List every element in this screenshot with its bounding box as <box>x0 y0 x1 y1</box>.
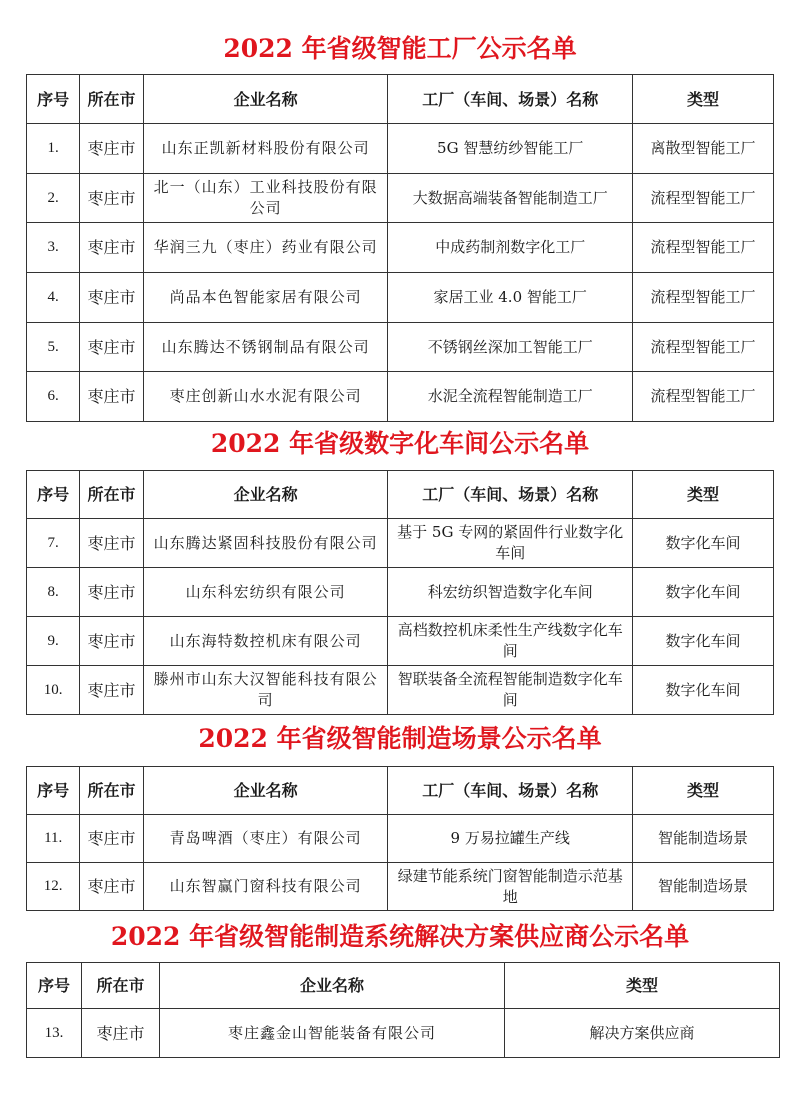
cell-col-city: 枣庄市 <box>80 666 143 715</box>
header-col-city: 所在市 <box>80 471 143 519</box>
cell-col-company: 尚品本色智能家居有限公司 <box>143 273 388 323</box>
cell-col-factory: 绿建节能系统门窗智能制造示范基地 <box>388 863 633 911</box>
cell-col-type: 流程型智能工厂 <box>633 273 774 323</box>
table-solution-supplier <box>26 962 780 1058</box>
cell-col-type: 离散型智能工厂 <box>633 124 774 174</box>
cell-col-index: 12. <box>27 863 80 911</box>
table-row <box>27 322 774 372</box>
cell-col-type: 智能制造场景 <box>633 863 774 911</box>
cell-col-company: 山东腾达不锈钢制品有限公司 <box>143 322 388 372</box>
cell-col-city: 枣庄市 <box>80 223 143 273</box>
table-row <box>27 519 774 568</box>
cell-col-city: 枣庄市 <box>80 273 143 323</box>
cell-col-type: 流程型智能工厂 <box>633 223 774 273</box>
cell-col-index: 4. <box>27 273 80 323</box>
cell-col-index: 5. <box>27 322 80 372</box>
cell-col-factory: 中成药制剂数字化工厂 <box>388 223 633 273</box>
header-col-company: 企业名称 <box>143 471 388 519</box>
cell-col-factory: 基于 5G 专网的紧固件行业数字化车间 <box>388 519 633 568</box>
table-row <box>27 666 774 715</box>
cell-col-factory: 水泥全流程智能制造工厂 <box>388 372 633 422</box>
cell-col-company: 山东正凯新材料股份有限公司 <box>143 124 388 174</box>
header-col-company: 企业名称 <box>143 767 388 815</box>
header-col-type: 类型 <box>633 767 774 815</box>
cell-col-type: 数字化车间 <box>633 666 774 715</box>
cell-col-company: 山东科宏纺织有限公司 <box>143 568 388 617</box>
cell-col-type: 数字化车间 <box>633 617 774 666</box>
table-row <box>27 173 774 223</box>
cell-col-city: 枣庄市 <box>80 372 143 422</box>
cell-col-index: 7. <box>27 519 80 568</box>
cell-col-factory: 5G 智慧纺纱智能工厂 <box>388 124 633 174</box>
cell-col-type: 智能制造场景 <box>633 815 774 863</box>
cell-col-index: 13. <box>27 1009 82 1058</box>
header-col-city: 所在市 <box>80 75 143 124</box>
table-smart-factory <box>26 74 774 422</box>
cell-col-type: 流程型智能工厂 <box>633 322 774 372</box>
title-solution-supplier: 2022 年省级智能制造系统解决方案供应商公示名单 <box>110 922 690 951</box>
table-row <box>27 863 774 911</box>
cell-col-city: 枣庄市 <box>80 173 143 223</box>
cell-col-type: 数字化车间 <box>633 519 774 568</box>
cell-col-company: 滕州市山东大汉智能科技有限公司 <box>143 666 388 715</box>
table-header-row <box>27 963 780 1009</box>
cell-col-index: 11. <box>27 815 80 863</box>
cell-col-type: 解决方案供应商 <box>505 1009 780 1058</box>
cell-col-factory: 高档数控机床柔性生产线数字化车间 <box>388 617 633 666</box>
cell-col-index: 2. <box>27 173 80 223</box>
cell-col-company: 北一（山东）工业科技股份有限公司 <box>143 173 388 223</box>
cell-col-index: 6. <box>27 372 80 422</box>
table-row <box>27 815 774 863</box>
cell-col-company: 青岛啤酒（枣庄）有限公司 <box>143 815 388 863</box>
table-row <box>27 372 774 422</box>
cell-col-factory: 9 万易拉罐生产线 <box>388 815 633 863</box>
header-col-company: 企业名称 <box>160 963 505 1009</box>
header-col-index: 序号 <box>27 963 82 1009</box>
cell-col-index: 8. <box>27 568 80 617</box>
title-digital-workshop: 2022 年省级数字化车间公示名单 <box>210 429 590 458</box>
cell-col-company: 山东海特数控机床有限公司 <box>143 617 388 666</box>
cell-col-type: 流程型智能工厂 <box>633 372 774 422</box>
cell-col-factory: 家居工业 4.0 智能工厂 <box>388 273 633 323</box>
table-header-row <box>27 471 774 519</box>
cell-col-index: 9. <box>27 617 80 666</box>
header-col-city: 所在市 <box>80 767 143 815</box>
header-col-type: 类型 <box>505 963 780 1009</box>
cell-col-company: 山东智赢门窗科技有限公司 <box>143 863 388 911</box>
header-col-type: 类型 <box>633 75 774 124</box>
cell-col-index: 10. <box>27 666 80 715</box>
cell-col-index: 3. <box>27 223 80 273</box>
title-smart-scene: 2022 年省级智能制造场景公示名单 <box>198 724 602 753</box>
table-row <box>27 273 774 323</box>
cell-col-factory: 科宏纺织智造数字化车间 <box>388 568 633 617</box>
cell-col-company: 枣庄创新山水水泥有限公司 <box>143 372 388 422</box>
cell-col-city: 枣庄市 <box>80 863 143 911</box>
cell-col-city: 枣庄市 <box>80 124 143 174</box>
header-col-city: 所在市 <box>82 963 160 1009</box>
table-header-row <box>27 75 774 124</box>
table-digital-workshop <box>26 470 774 715</box>
header-col-factory: 工厂（车间、场景）名称 <box>388 767 633 815</box>
cell-col-company: 枣庄鑫金山智能装备有限公司 <box>160 1009 505 1058</box>
header-col-type: 类型 <box>633 471 774 519</box>
table-smart-scene <box>26 766 774 911</box>
table-header-row <box>27 767 774 815</box>
table-row <box>27 124 774 174</box>
table-row <box>27 1009 780 1058</box>
header-col-factory: 工厂（车间、场景）名称 <box>388 471 633 519</box>
header-col-index: 序号 <box>27 75 80 124</box>
cell-col-city: 枣庄市 <box>80 617 143 666</box>
table-row <box>27 568 774 617</box>
cell-col-city: 枣庄市 <box>80 815 143 863</box>
header-col-index: 序号 <box>27 767 80 815</box>
cell-col-company: 山东腾达紧固科技股份有限公司 <box>143 519 388 568</box>
cell-col-company: 华润三九（枣庄）药业有限公司 <box>143 223 388 273</box>
title-smart-factory: 2022 年省级智能工厂公示名单 <box>223 34 577 63</box>
cell-col-type: 流程型智能工厂 <box>633 173 774 223</box>
table-row <box>27 617 774 666</box>
cell-col-city: 枣庄市 <box>82 1009 160 1058</box>
header-col-factory: 工厂（车间、场景）名称 <box>388 75 633 124</box>
cell-col-factory: 不锈钢丝深加工智能工厂 <box>388 322 633 372</box>
cell-col-type: 数字化车间 <box>633 568 774 617</box>
cell-col-index: 1. <box>27 124 80 174</box>
cell-col-city: 枣庄市 <box>80 568 143 617</box>
header-col-index: 序号 <box>27 471 80 519</box>
cell-col-factory: 大数据高端装备智能制造工厂 <box>388 173 633 223</box>
cell-col-city: 枣庄市 <box>80 322 143 372</box>
header-col-company: 企业名称 <box>143 75 388 124</box>
cell-col-factory: 智联装备全流程智能制造数字化车间 <box>388 666 633 715</box>
cell-col-city: 枣庄市 <box>80 519 143 568</box>
table-row <box>27 223 774 273</box>
